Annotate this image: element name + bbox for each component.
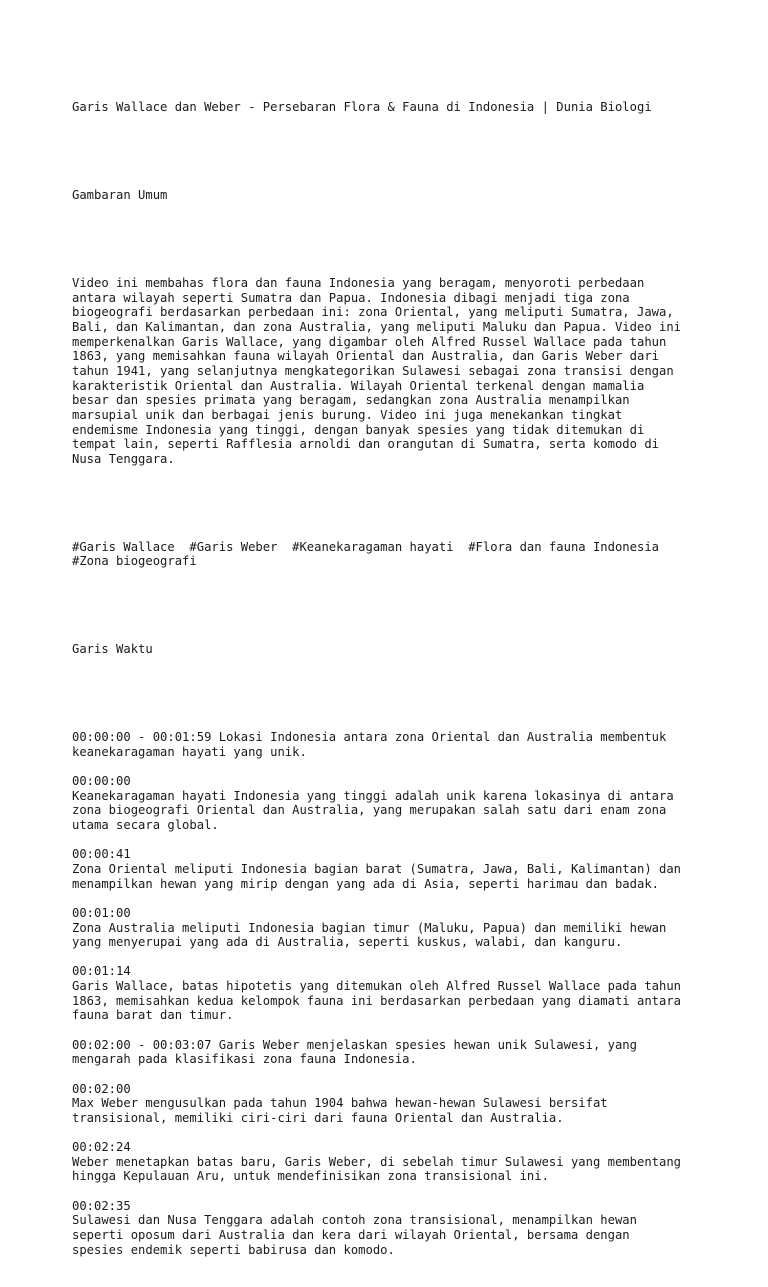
blank-line: [72, 144, 712, 159]
timeline-entry: [72, 730, 712, 759]
timeline-entry-timestamp: 00:00:41: [72, 847, 131, 862]
text-line: #Garis Wallace #Garis Weber #Keanekaragaman hayati #Flora dan fauna Indonesia: [72, 539, 659, 554]
timeline-entry-text: Sulawesi dan Nusa Tenggara adalah contoh zona transisional, menampilkan hewan: [72, 1213, 637, 1228]
timeline-entry: [72, 774, 712, 833]
text-line: memperkenalkan Garis Wallace, yang digambar oleh Alfred Russel Wallace pada tahun: [72, 334, 667, 349]
text-line: tahun 1941, yang selanjutnya mengkategorikan Sulawesi sebagai zona transisi dengan: [72, 363, 674, 378]
timeline-entry: [72, 1140, 712, 1184]
text-line: Nusa Tenggara.: [72, 451, 175, 466]
timeline-entry-timestamp: 00:02:24: [72, 1140, 131, 1155]
timeline-entry-text: Max Weber mengusulkan pada tahun 1904 bahwa hewan-hewan Sulawesi bersifat: [72, 1096, 608, 1111]
timeline-heading: Garis Waktu: [72, 642, 153, 657]
blank-line: [72, 1184, 712, 1199]
timeline-entry-timestamp: 00:02:35: [72, 1198, 131, 1213]
blank-line: [72, 232, 712, 247]
blank-line: [72, 1067, 712, 1082]
timeline-entry: [72, 847, 712, 891]
timeline-entry: [72, 1038, 712, 1067]
timeline-entry-text: Keanekaragaman hayati Indonesia yang tinggi adalah unik karena lokasinya di antara: [72, 788, 674, 803]
timeline-entry-text: yang menyerupai yang ada di Australia, seperti kuskus, walabi, dan kanguru.: [72, 935, 623, 950]
timeline-entry-text: Garis Wallace, batas hipotetis yang ditemukan oleh Alfred Russel Wallace pada tahun: [72, 979, 682, 994]
timeline-entry-text: zona biogeografi Oriental dan Australia, yang merupakan salah satu dari enam zona: [72, 803, 667, 818]
text-line: marsupial unik dan berbagai jenis burung. Video ini juga menekankan tingkat: [72, 407, 623, 422]
blank-line: [72, 1023, 712, 1038]
blank-line: [72, 891, 712, 906]
timeline-entry-timestamp: 00:00:00: [72, 774, 131, 789]
overview-paragraph: [72, 276, 712, 466]
timeline-entry-timestamp: 00:02:00 - 00:03:07 Garis Weber menjelaskan spesies hewan unik Sulawesi, yang: [72, 1037, 637, 1052]
timeline-entry-text: utama secara global.: [72, 818, 219, 833]
hashtags: [72, 540, 712, 569]
timeline-entry: [72, 1082, 712, 1126]
blank-line: [72, 833, 712, 848]
timeline-entry-text: transisional, memiliki ciri-ciri dari fauna Oriental dan Australia.: [72, 1110, 564, 1125]
timeline-entry-text: keanekaragaman hayati yang unik.: [72, 744, 307, 759]
text-line: Video ini membahas flora dan fauna Indonesia yang beragam, menyoroti perbedaan: [72, 276, 645, 291]
text-line: Bali, dan Kalimantan, dan zona Australia, yang meliputi Maluku dan Papua. Video ini: [72, 320, 682, 335]
text-line: besar dan spesies primata yang beragam, sedangkan zona Australia menampilkan: [72, 393, 630, 408]
timeline-entry-timestamp: 00:01:00: [72, 905, 131, 920]
text-line: tempat lain, seperti Rafflesia arnoldi dan orangutan di Sumatra, serta komodo di: [72, 437, 659, 452]
timeline-entry-text: spesies endemik seperti babirusa dan komodo.: [72, 1242, 395, 1257]
timeline-entry-timestamp: 00:02:00: [72, 1081, 131, 1096]
blank-line: [72, 1125, 712, 1140]
timeline-entry: [72, 906, 712, 950]
document-title: Garis Wallace dan Weber - Persebaran Flora & Fauna di Indonesia | Dunia Biologi: [72, 100, 652, 115]
blank-line: [72, 950, 712, 965]
timeline-entry: [72, 964, 712, 1023]
blank-line: [72, 759, 712, 774]
blank-line: [72, 686, 712, 701]
text-line: biogeografi berdasarkan perbedaan ini: zona Oriental, yang meliputi Sumatra, Jawa,: [72, 305, 674, 320]
text-line: karakteristik Oriental dan Australia. Wilayah Oriental terkenal dengan mamalia: [72, 378, 645, 393]
timeline-entry-timestamp: 00:01:14: [72, 964, 131, 979]
text-line: #Zona biogeografi: [72, 554, 197, 569]
timeline-entry-text: Zona Oriental meliputi Indonesia bagian barat (Sumatra, Jawa, Bali, Kalimantan) dan: [72, 861, 682, 876]
timeline-entry-text: 1863, memisahkan kedua kelompok fauna ini berdasarkan perbedaan yang diamati antara: [72, 993, 682, 1008]
timeline-entry-text: seperti oposum dari Australia dan kera dari wilayah Oriental, bersama dengan: [72, 1227, 630, 1242]
timeline-entry-text: Weber menetapkan batas baru, Garis Weber, di sebelah timur Sulawesi yang membentang: [72, 1154, 682, 1169]
text-line: endemisme Indonesia yang tinggi, dengan banyak spesies yang tidak ditemukan di: [72, 422, 645, 437]
blank-line: [72, 598, 712, 613]
document-body: [72, 71, 712, 1287]
timeline-entry-text: menampilkan hewan yang mirip dengan yang ada di Asia, seperti harimau dan badak.: [72, 876, 659, 891]
timeline-entry-text: mengarah pada klasifikasi zona fauna Indonesia.: [72, 1052, 417, 1067]
timeline-entry-text: Zona Australia meliputi Indonesia bagian timur (Maluku, Papua) dan memiliki hewan: [72, 920, 667, 935]
timeline: [72, 730, 712, 1257]
blank-line: [72, 496, 712, 511]
timeline-entry-timestamp: 00:00:00 - 00:01:59 Lokasi Indonesia antara zona Oriental dan Australia membentuk: [72, 730, 667, 745]
overview-heading: Gambaran Umum: [72, 188, 168, 203]
timeline-entry-text: fauna barat dan timur.: [72, 1008, 234, 1023]
text-line: 1863, yang memisahkan fauna wilayah Oriental dan Australia, dan Garis Weber dari: [72, 349, 659, 364]
text-line: antara wilayah seperti Sumatra dan Papua. Indonesia dibagi menjadi tiga zona: [72, 290, 630, 305]
timeline-entry-text: hingga Kepulauan Aru, untuk mendefinisikan zona transisional ini.: [72, 1169, 549, 1184]
timeline-entry: [72, 1199, 712, 1258]
